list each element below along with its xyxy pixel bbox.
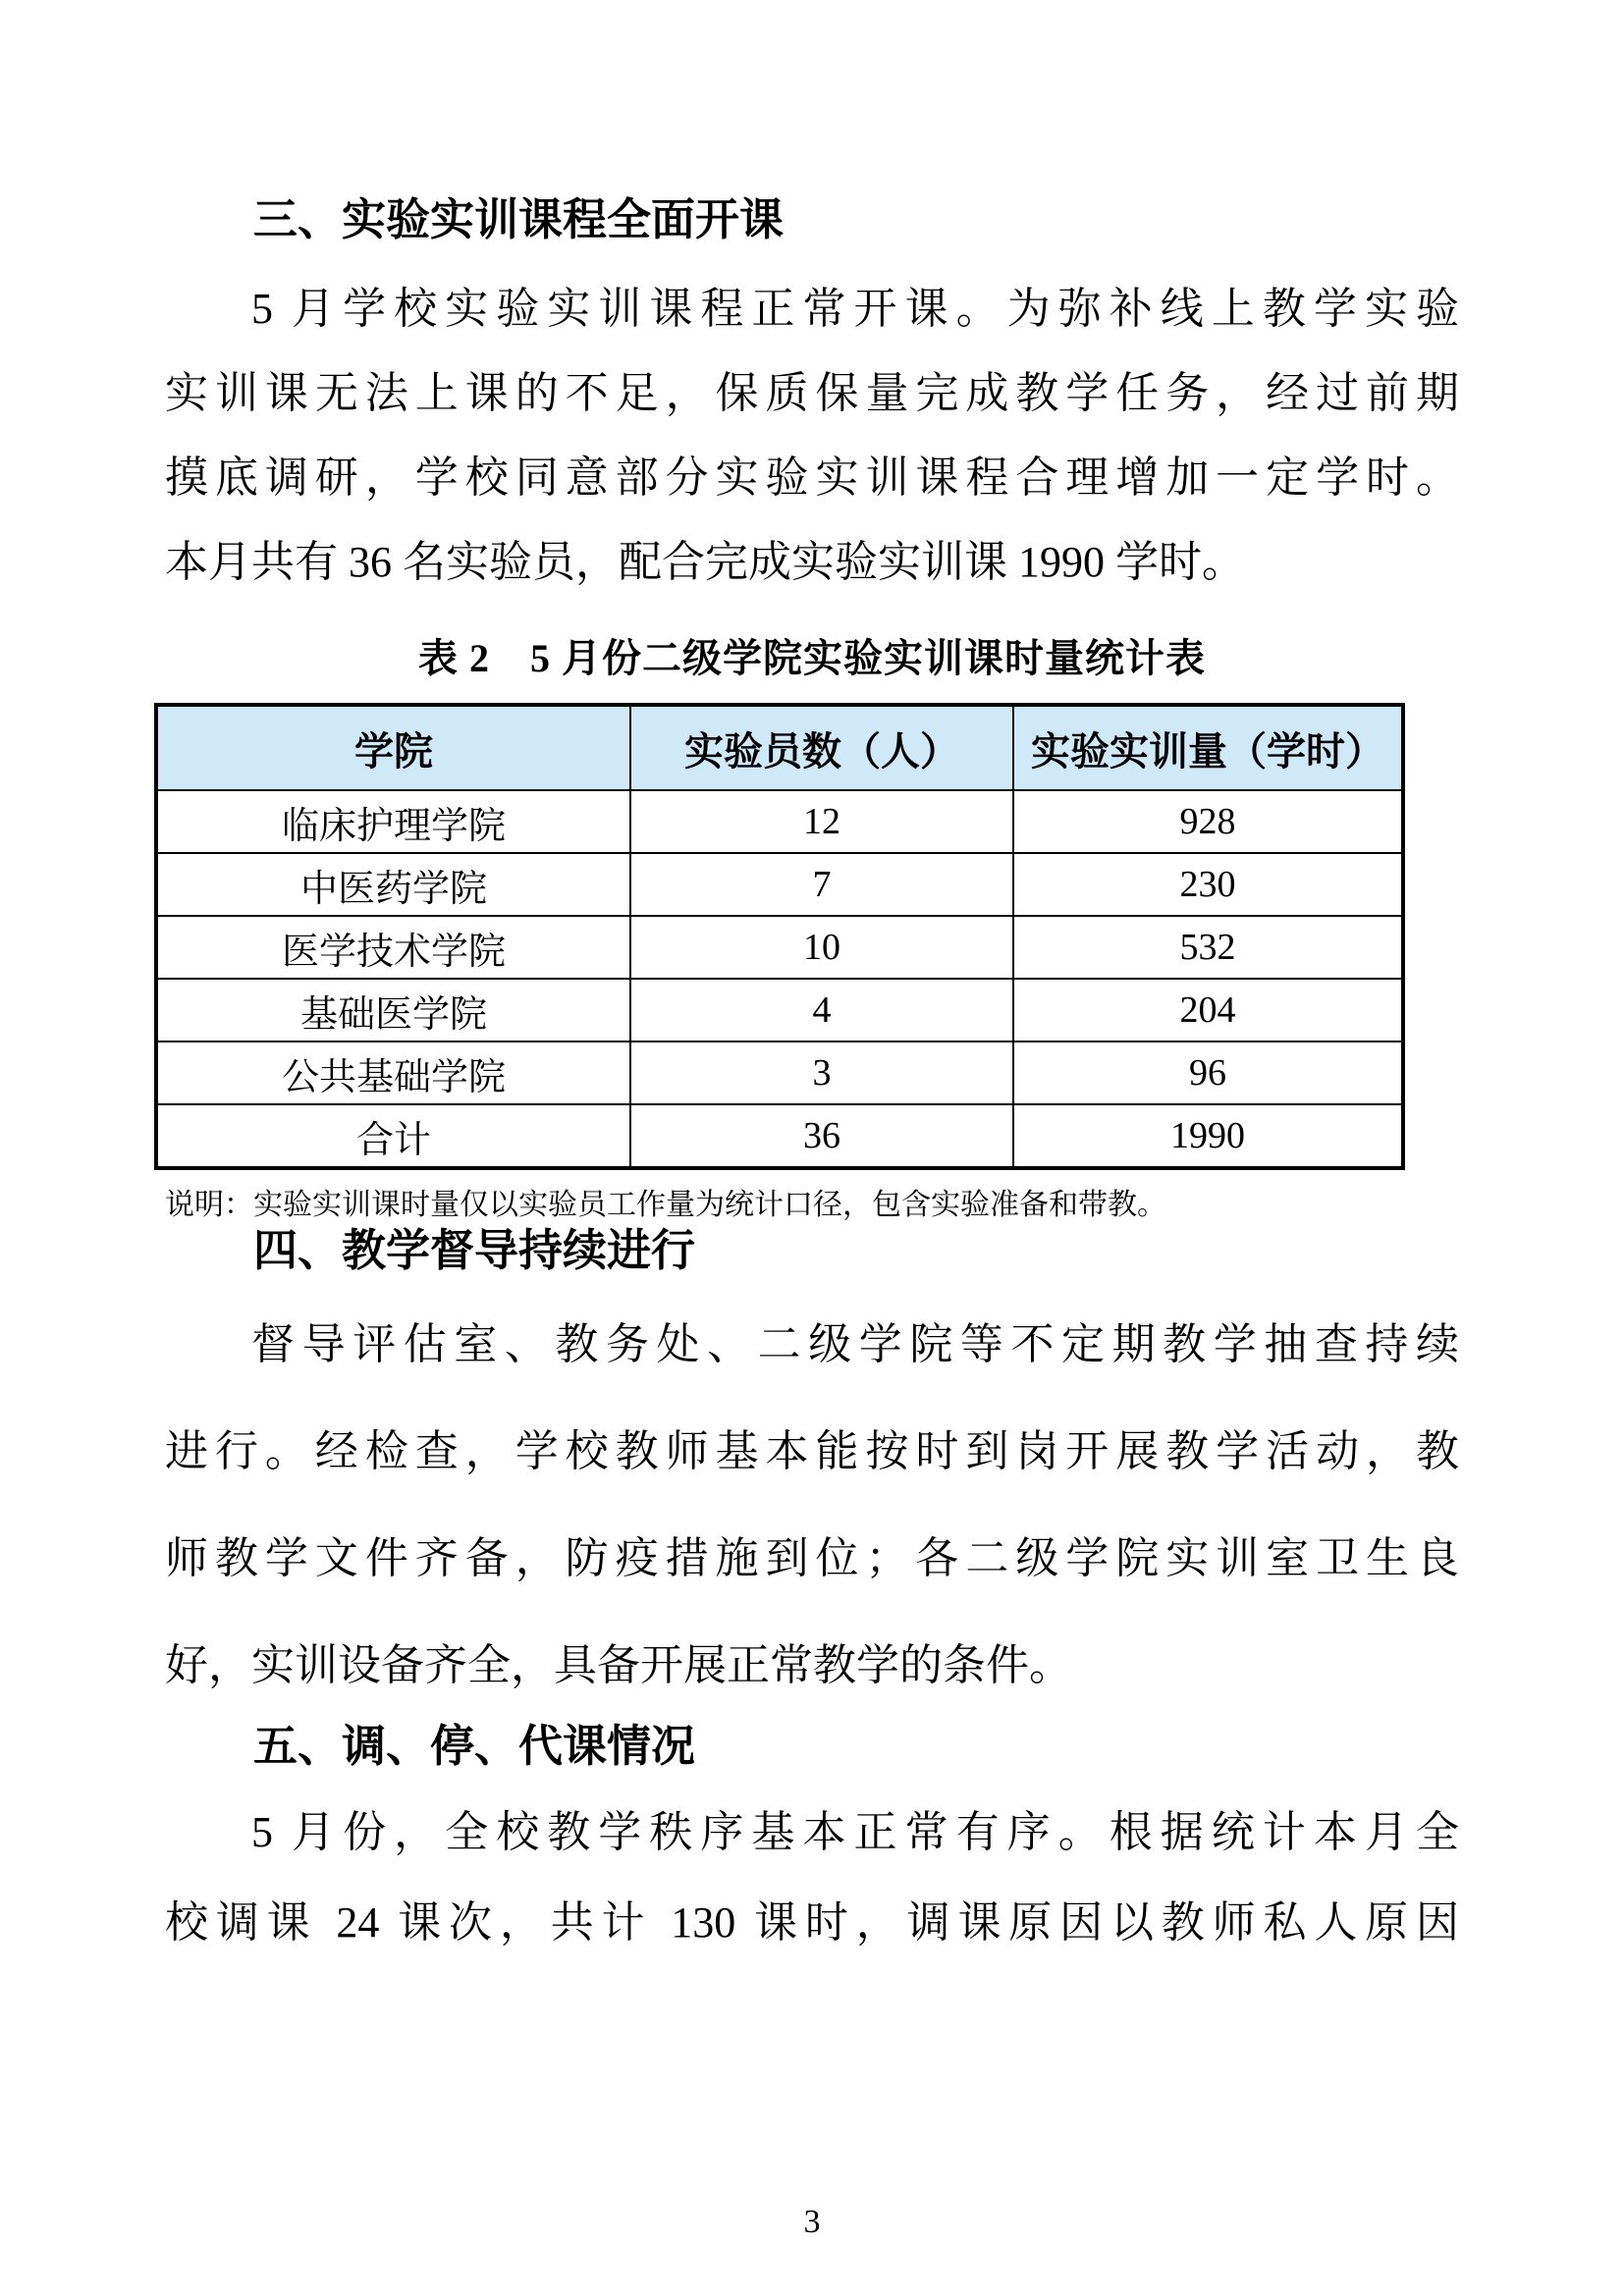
table-caption: 表 2 5 月份二级学院实验实训课时量统计表	[418, 636, 1206, 681]
col-header-staff-count: 实验员数（人）	[630, 705, 1013, 790]
table-header-row	[156, 705, 1403, 790]
table-cell: 36	[630, 1104, 1013, 1168]
table-row	[156, 979, 1403, 1041]
table-cell: 230	[1013, 853, 1403, 916]
table-row	[156, 1104, 1403, 1168]
table-cell: 4	[630, 979, 1013, 1041]
paragraph-line: 5 月学校实验实训课程正常开课。为弥补线上教学实验	[251, 285, 1459, 334]
table-body	[156, 790, 1403, 1168]
paragraph-line: 本月共有 36 名实验员，配合完成实验实训课 1990 学时。	[165, 537, 1245, 586]
paragraph-line: 督导评估室、教务处、二级学院等不定期教学抽查持续	[251, 1319, 1459, 1368]
section-5-paragraph	[165, 1788, 1459, 1967]
table-row	[156, 1041, 1403, 1104]
paragraph-line: 师教学文件齐备，防疫措施到位；各二级学院实训室卫生良	[165, 1533, 1459, 1582]
section-5-heading: 五、调、停、代课情况	[253, 1721, 696, 1772]
table-note: 说明：实验实训课时量仅以实验员工作量为统计口径，包含实验准备和带教。	[165, 1189, 1166, 1222]
table-cell: 928	[1013, 790, 1403, 853]
paragraph-line: 摸底调研，学校同意部分实验实训课程合理增加一定学时。	[165, 453, 1459, 502]
section-3-paragraph	[165, 267, 1459, 604]
table-row	[156, 853, 1403, 916]
table-row	[156, 916, 1403, 979]
col-header-training-hours: 实验实训量（学时）	[1013, 705, 1403, 790]
col-header-college: 学院	[156, 705, 630, 790]
table-cell: 临床护理学院	[156, 790, 630, 853]
section-4-heading: 四、教学督导持续进行	[253, 1225, 696, 1276]
experiment-hours-table	[154, 703, 1405, 1170]
table-cell: 1990	[1013, 1104, 1403, 1168]
table-cell: 10	[630, 916, 1013, 979]
paragraph-line: 5 月份，全校教学秩序基本正常有序。根据统计本月全	[251, 1808, 1459, 1857]
table-cell: 3	[630, 1041, 1013, 1104]
table-cell: 12	[630, 790, 1013, 853]
table-row	[156, 790, 1403, 853]
table-cell: 7	[630, 853, 1013, 916]
table-cell: 532	[1013, 916, 1403, 979]
table-cell: 公共基础学院	[156, 1041, 630, 1104]
paragraph-line: 进行。经检查，学校教师基本能按时到岗开展教学活动，教	[165, 1426, 1459, 1475]
section-4-paragraph	[165, 1291, 1459, 1719]
table-cell: 合计	[156, 1104, 630, 1168]
paragraph-line: 好，实训设备齐全，具备开展正常教学的条件。	[165, 1641, 1072, 1690]
paragraph-line: 校调课 24 课次，共计 130 课时，调课原因以教师私人原因	[165, 1897, 1459, 1947]
page-number: 3	[803, 2204, 821, 2240]
table-cell: 医学技术学院	[156, 916, 630, 979]
paragraph-line: 实训课无法上课的不足，保质保量完成教学任务，经过前期	[165, 369, 1459, 418]
table-cell: 基础医学院	[156, 979, 630, 1041]
table-cell: 96	[1013, 1041, 1403, 1104]
table-cell: 204	[1013, 979, 1403, 1041]
section-3-heading: 三、实验实训课程全面开课	[253, 194, 785, 244]
table-cell: 中医药学院	[156, 853, 630, 916]
